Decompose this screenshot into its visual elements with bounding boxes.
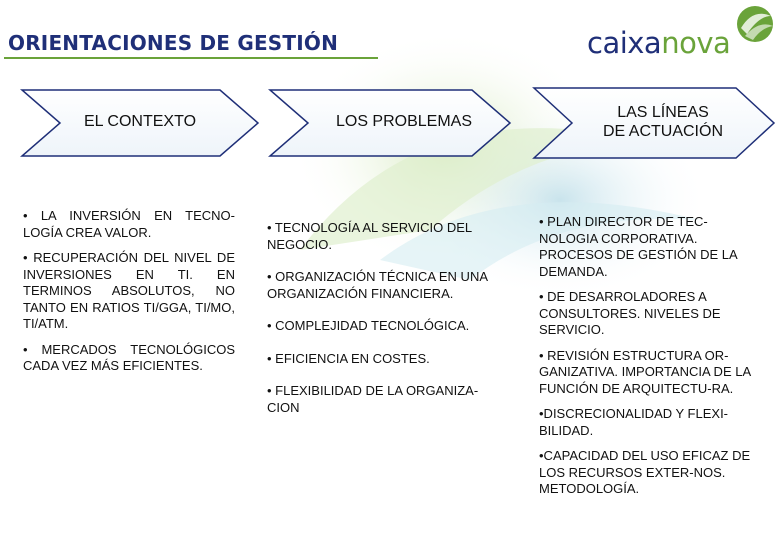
list-item: • PLAN DIRECTOR DE TEC-NOLOGIA CORPORATIVA. PROCESOS DE GESTIÓN DE LA DEMANDA.	[539, 214, 737, 279]
chevron-contexto	[20, 88, 260, 158]
column-contexto	[23, 208, 235, 384]
list-item: • MERCADOS TECNOLÓGICOS CADA VEZ MÁS EFICIENTES.	[23, 341, 235, 373]
logo-text-part-a: caixa	[587, 26, 662, 60]
list-item: • ORGANIZACIÓN TÉCNICA EN UNA ORGANIZACIÓN FINANCIERA.	[267, 269, 488, 301]
list-item: • EFICIENCIA EN COSTES.	[267, 350, 430, 366]
chevron-label: EL CONTEXTO	[83, 113, 197, 130]
chevron-label	[578, 103, 748, 141]
list-item: • RECUPERACIÓN DEL NIVEL DE INVERSIONES EN TI. EN TERMINOS ABSOLUTOS, NO TANTO EN RATIOS TI/GGA, TI/MO, TI/ATM.	[23, 250, 235, 331]
list-item: •DISCRECIONALIDAD Y FLEXI-BILIDAD.	[539, 406, 729, 438]
title-underline	[4, 57, 378, 59]
list-item: • FLEXIBILIDAD DE LA ORGANIZA-CION	[267, 383, 479, 415]
list-item: • REVISIÓN ESTRUCTURA OR-GANIZATIVA. IMPORTANCIA DE LA FUNCIÓN DE ARQUITECTU-RA.	[539, 347, 751, 396]
list-item: • DE DESARROLADORES A CONSULTORES. NIVELES DE SERVICIO.	[539, 289, 721, 337]
chevron-label-line: DE ACTUACIÓN	[602, 123, 723, 140]
column-lineas	[539, 214, 759, 507]
chevron-label-line: LAS LÍNEAS	[617, 104, 709, 121]
chevron-problemas	[268, 88, 512, 158]
list-item: • COMPLEJIDAD TECNOLÓGICA.	[267, 318, 470, 333]
logo-mark-icon	[735, 4, 775, 44]
chevron-label: LOS PROBLEMAS	[335, 113, 473, 130]
page-title: ORIENTACIONES DE GESTIÓN	[8, 31, 339, 55]
chevron-lineas	[532, 86, 776, 160]
list-item: • TECNOLOGÍA AL SERVICIO DEL NEGOCIO.	[267, 220, 472, 252]
list-item: •CAPACIDAD DEL USO EFICAZ DE LOS RECURSOS EXTER-NOS. METODOLOGÍA.	[539, 448, 751, 496]
logo-text-part-b: nova	[661, 26, 731, 60]
column-problemas	[267, 220, 505, 432]
list-item: • LA INVERSIÓN EN TECNO-LOGÍA CREA VALOR.	[23, 208, 235, 240]
caixanova-logo	[587, 26, 730, 60]
